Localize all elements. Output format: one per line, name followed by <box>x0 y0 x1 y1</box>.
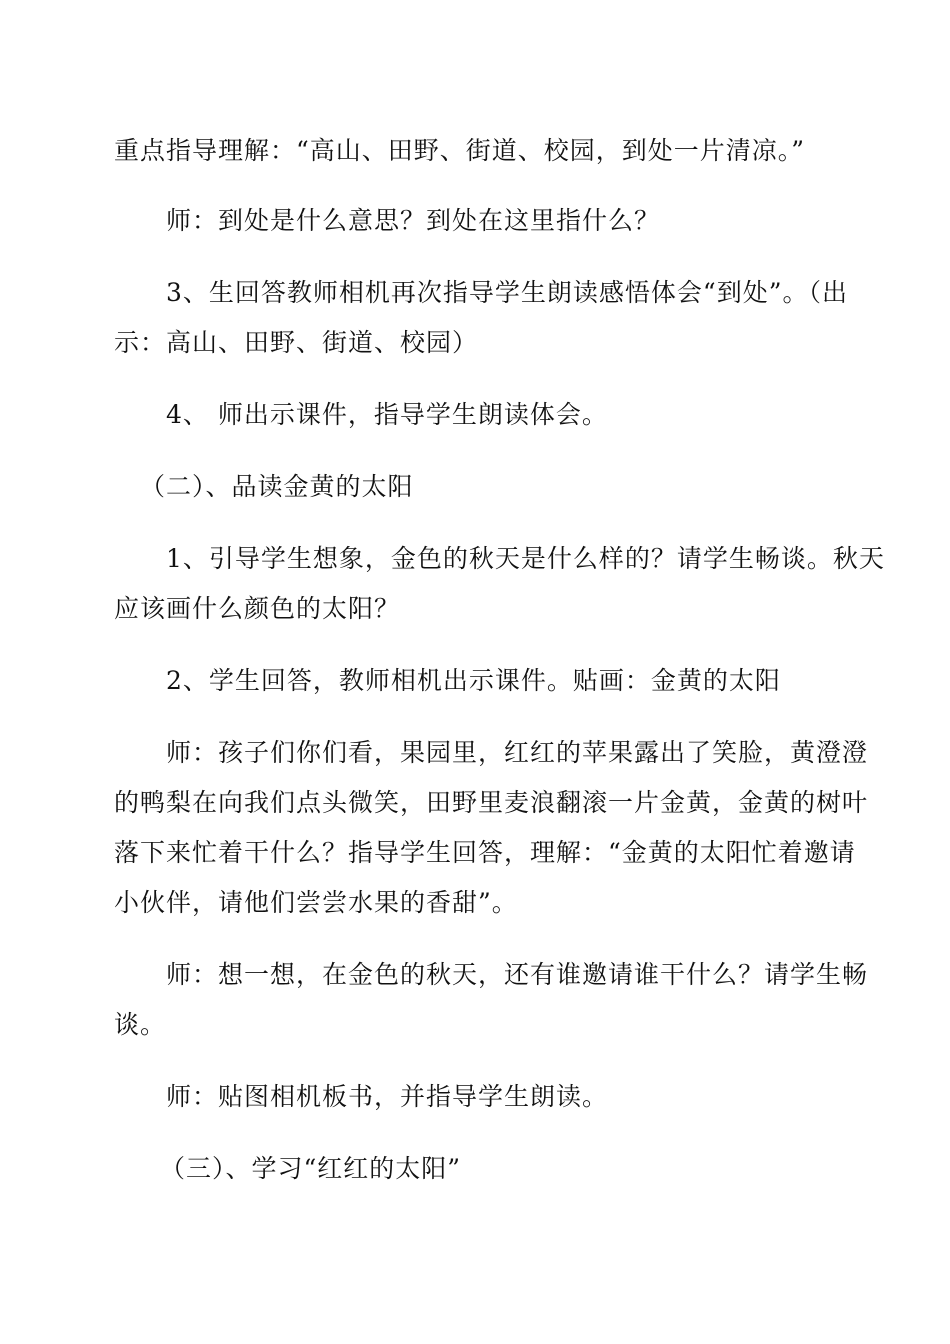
text-line-step-4: 4、 师出示课件，指导学生朗读体会。 <box>166 400 608 429</box>
text-line-teacher-board: 师：贴图相机板书，并指导学生朗读。 <box>166 1082 609 1111</box>
text-line-teacher-question: 师：到处是什么意思？到处在这里指什么？ <box>166 206 661 235</box>
text-line-teacher-look-cont-2: 落下来忙着干什么？指导学生回答，理解：“金黄的太阳忙着邀请 <box>114 838 856 867</box>
text-line-step-1-cont: 应该画什么颜色的太阳？ <box>114 594 401 623</box>
text-line-teacher-think: 师：想一想，在金色的秋天，还有谁邀请谁干什么？请学生畅 <box>166 960 869 989</box>
text-line-focus-guidance: 重点指导理解：“高山、田野、街道、校园，到处一片清凉。” <box>114 136 806 165</box>
text-line-step-3-cont: 示：高山、田野、街道、校园） <box>114 328 479 357</box>
text-line-step-3: 3、生回答教师相机再次指导学生朗读感悟体会“到处”。（出 <box>166 278 848 307</box>
text-line-step-1: 1、引导学生想象，金色的秋天是什么样的？请学生畅谈。秋天 <box>166 544 885 573</box>
text-line-teacher-look-cont-3: 小伙伴，请他们尝尝水果的香甜”。 <box>114 888 518 917</box>
text-line-teacher-look-cont-1: 的鸭梨在向我们点头微笑，田野里麦浪翻滚一片金黄，金黄的树叶 <box>114 788 869 817</box>
text-line-step-2: 2、学生回答，教师相机出示课件。贴画：金黄的太阳 <box>166 666 781 695</box>
section-heading-2: （二）、品读金黄的太阳 <box>140 472 414 501</box>
text-line-teacher-think-cont: 谈。 <box>114 1010 167 1039</box>
section-heading-3: （三）、学习“红红的太阳” <box>160 1154 462 1183</box>
text-line-teacher-look: 师：孩子们你们看，果园里，红红的苹果露出了笑脸，黄澄澄 <box>166 738 869 767</box>
